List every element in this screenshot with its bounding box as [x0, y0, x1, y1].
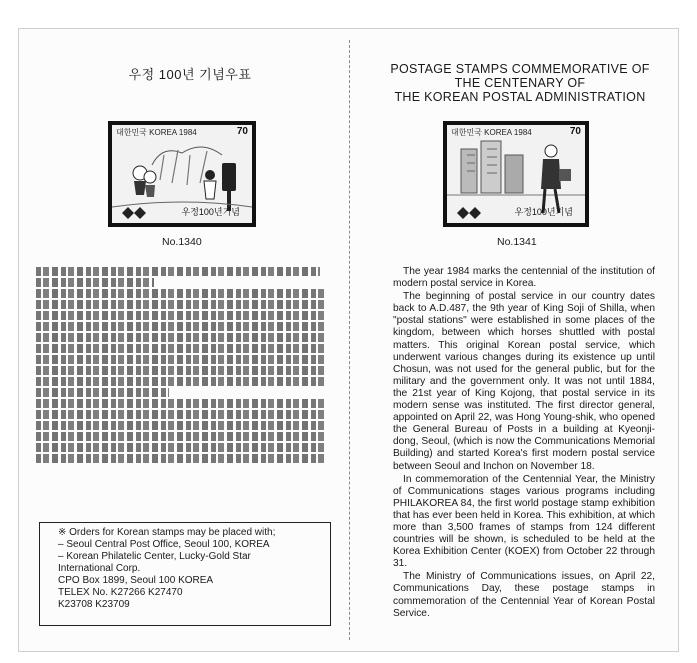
english-paragraph: The Ministry of Communications issues, on April 22, Communications Day, these postage stamps in commemoration of the Centennial Year of Korean Postal Service. — [393, 571, 655, 619]
orders-line: – Korean Philatelic Center, Lucky-Gold Star — [58, 551, 251, 562]
orders-line: TELEX No. K27266 K27470 — [58, 587, 183, 598]
centenary-logo-icon — [457, 205, 481, 219]
english-title-line-2: THE CENTENARY OF — [454, 76, 586, 90]
orders-line: – Seoul Central Post Office, Seoul 100, KOREA — [58, 539, 270, 550]
english-paragraph: The year 1984 marks the centennial of the institution of modern postal service in Korea. — [393, 266, 655, 290]
stamp-value: 70 — [236, 126, 248, 137]
stamp-caption: 우정100년기념 — [181, 207, 240, 217]
korean-body-text — [36, 265, 332, 465]
orders-line: International Corp. — [58, 563, 141, 574]
stamp-country-label: 대한민국 KOREA 1984 — [116, 128, 197, 137]
english-paragraph: In commemoration of the Centennial Year, the Ministry of Communications stages various programs including PHILAKOREA 84, the first world postage stamp exhibition that has ever been held in Korea. This exhibition, at which more than 3,500 frames of stamps from 124 different countries will be shown, is scheduled to be held at the Korea Exhibition Center (KOEX) from October 22 through 31. — [393, 473, 655, 570]
orders-line: ※ Orders for Korean stamps may be placed with; — [58, 527, 276, 538]
stamp-number-1341: No.1341 — [497, 236, 537, 248]
english-paragraph: The beginning of postal service in our country dates back to A.D.487, the 9th year of King Soji of Shilla, when "postal stations" were established in some places of the kingdom, between which horses shuttled with postal matters. This original Korean postal service, which underwent various changes during its existence up until Chosun, was not used for the general public, but for the military and the government only. It was not until 1884, the 21st year of King Kojong, that postal service in its modern sense was instituted. The first director general, appointed on April 22, was Hong Young-shik, who opened the General Bureau of Posts in a building at Kyeonji-dong, Seoul, (which is now the Communications Memorial Building) and started Korea's first modern postal service between Seoul and Inchon on November 18. — [393, 291, 655, 472]
orders-line: CPO Box 1899, Seoul 100 KOREA — [58, 575, 214, 586]
orders-box — [39, 522, 331, 626]
english-title-line-3: THE KOREAN POSTAL ADMINISTRATION — [394, 90, 646, 104]
stamp-1340 — [108, 121, 256, 227]
korean-title: 우정 100년 기념우표 — [128, 67, 252, 82]
stamp-1341 — [443, 121, 589, 227]
english-title-line-1: POSTAGE STAMPS COMMEMORATIVE OF — [390, 62, 650, 76]
stamp-number-1340: No.1340 — [162, 236, 202, 248]
stamp-value: 70 — [569, 126, 581, 137]
english-title — [375, 62, 665, 104]
centenary-logo-icon — [122, 205, 146, 219]
english-body-text — [393, 266, 655, 621]
stamp-country-label: 대한민국 KOREA 1984 — [451, 128, 532, 137]
orders-line: K23708 K23709 — [58, 599, 130, 610]
center-divider — [349, 40, 350, 640]
stamp-caption: 우정100년기념 — [514, 207, 573, 217]
